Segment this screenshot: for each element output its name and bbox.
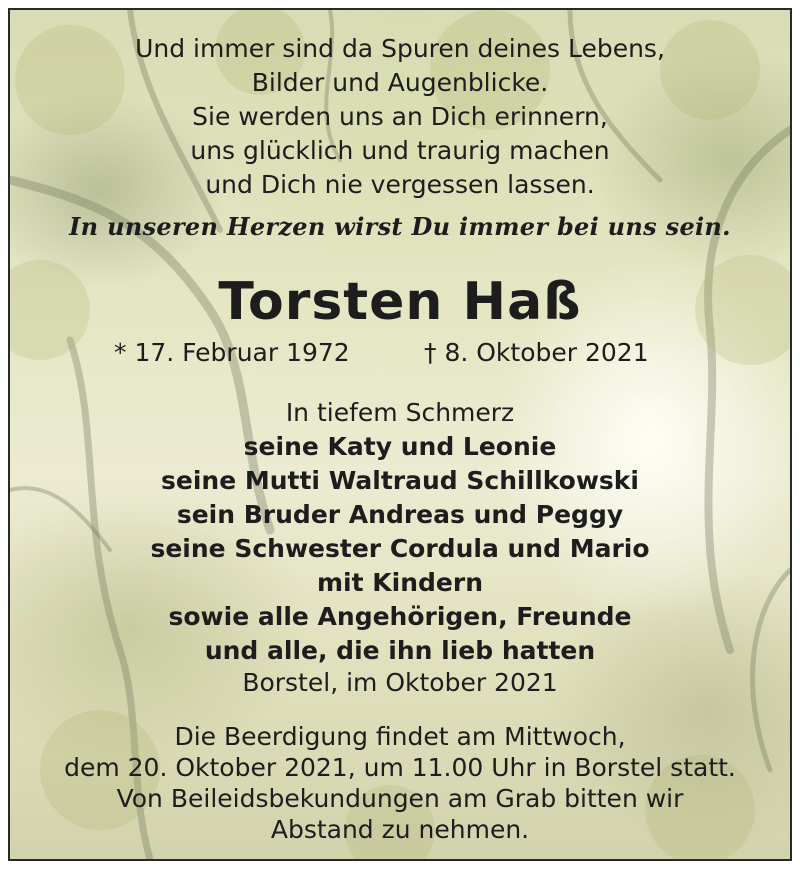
birth-date: * 17. Februar 1972 [114, 338, 350, 367]
funeral-line: Von Beileidsbekundungen am Grab bitten wir [116, 784, 684, 813]
mourner-line: seine Katy und Leonie [243, 432, 557, 461]
funeral-line: dem 20. Oktober 2021, um 11.00 Uhr in Borstel statt. [64, 753, 736, 782]
mourner-line: sowie alle Angehörigen, Freunde [168, 602, 632, 631]
mourning-intro: In tiefem Schmerz [285, 398, 515, 427]
obituary-notice [8, 8, 792, 861]
poem-line: Sie werden uns an Dich erinnern, [192, 102, 608, 131]
place-date: Borstel, im Oktober 2021 [242, 668, 558, 697]
death-date: † 8. Oktober 2021 [424, 338, 649, 367]
notice-content [10, 10, 790, 859]
funeral-line: Die Beerdigung findet am Mittwoch, [174, 722, 626, 751]
motto-line: In unseren Herzen wirst Du immer bei uns sein. [69, 212, 731, 241]
mourner-line: sein Bruder Andreas und Peggy [176, 500, 624, 529]
mourner-line: seine Schwester Cordula und Mario [150, 534, 650, 563]
poem-line: und Dich nie vergessen lassen. [205, 170, 595, 199]
funeral-line: Abstand zu nehmen. [270, 815, 530, 844]
mourner-line: seine Mutti Waltraud Schillkowski [160, 466, 639, 495]
deceased-name: Torsten Haß [218, 272, 582, 332]
funeral-info [10, 721, 790, 845]
poem-line: Und immer sind da Spuren deines Lebens, [135, 34, 665, 63]
mourners-list [10, 430, 790, 668]
mourner-line: und alle, die ihn lieb hatten [204, 636, 596, 665]
poem-line: Bilder und Augenblicke. [251, 68, 549, 97]
mourner-line: mit Kindern [317, 568, 483, 597]
poem-line: uns glücklich und traurig machen [190, 136, 610, 165]
poem-block [10, 32, 790, 202]
